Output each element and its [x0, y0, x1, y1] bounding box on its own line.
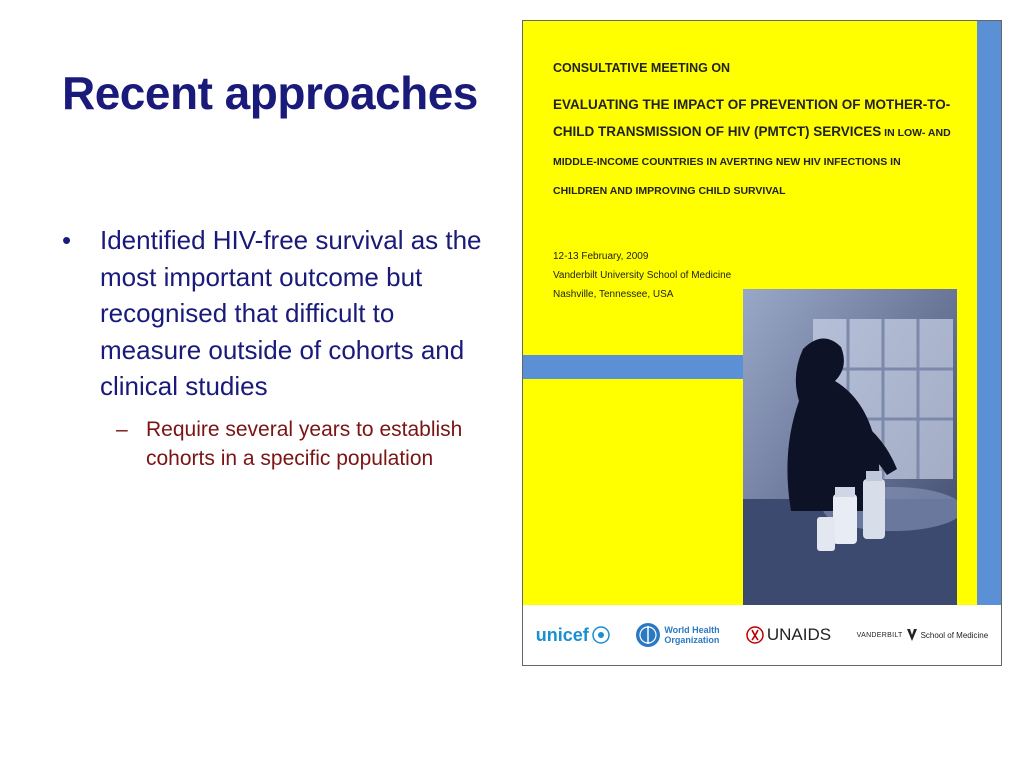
cover-meta: [553, 247, 731, 304]
unaids-ribbon-icon: [746, 626, 764, 644]
cover-photo: [743, 289, 957, 605]
vanderbilt-logo: [857, 628, 989, 642]
cover-heading-main: [553, 91, 953, 205]
slide-title: Recent approaches: [62, 67, 478, 119]
vanderbilt-text: VANDERBILT: [856, 631, 903, 639]
sub-bullet-marker: –: [116, 417, 128, 441]
report-cover-image: [522, 20, 1002, 666]
sub-bullet-list: [100, 415, 482, 474]
bullet-list: [62, 222, 482, 474]
bullet-marker: •: [62, 225, 72, 255]
cover-date: 12-13 February, 2009: [553, 251, 649, 262]
cover-blue-bar-middle: [523, 355, 743, 379]
cover-heading-main-text: EVALUATING THE IMPACT OF PREVENTION OF MOTHER-TO-CHILD TRANSMISSION OF HIV (PMTCT) SERVICES: [553, 97, 951, 139]
cover-location: Nashville, Tennessee, USA: [553, 289, 674, 300]
unicef-emblem-icon: [592, 626, 610, 644]
bullet-text: Identified HIV-free survival as the most important outcome but recognised that difficult to measure outside of cohorts and clinical studies: [100, 225, 482, 401]
cover-logos: [523, 605, 1001, 665]
who-line1: World Health: [664, 625, 720, 635]
who-line2: Organization: [664, 635, 720, 645]
sub-bullet-item: [100, 415, 482, 474]
cover-heading-rest: IN LOW- AND MIDDLE-INCOME COUNTRIES IN AVERTING NEW HIV INFECTIONS IN CHILDREN AND IMPROVING CHILD SURVIVAL: [553, 127, 951, 197]
unaids-logo-text: UNAIDS: [766, 625, 832, 644]
cover-heading-line1: CONSULTATIVE MEETING ON: [553, 61, 731, 75]
unicef-logo-text: unicef: [535, 624, 589, 645]
bullet-item: [62, 222, 482, 474]
unicef-logo: [536, 625, 610, 646]
vanderbilt-school-text: School of Medicine: [920, 630, 989, 640]
cover-blue-bar-right: [977, 21, 1001, 605]
cover-heading: [553, 61, 953, 205]
unaids-logo: [746, 625, 831, 645]
vanderbilt-v-icon: [906, 628, 918, 642]
who-logo-text: [664, 625, 720, 645]
cover-photo-illustration: [743, 289, 957, 605]
who-emblem-icon: [635, 622, 661, 648]
sub-bullet-text: Require several years to establish cohorts in a specific population: [146, 417, 463, 470]
cover-venue: Vanderbilt University School of Medicine: [553, 270, 732, 281]
who-logo: [635, 622, 720, 648]
